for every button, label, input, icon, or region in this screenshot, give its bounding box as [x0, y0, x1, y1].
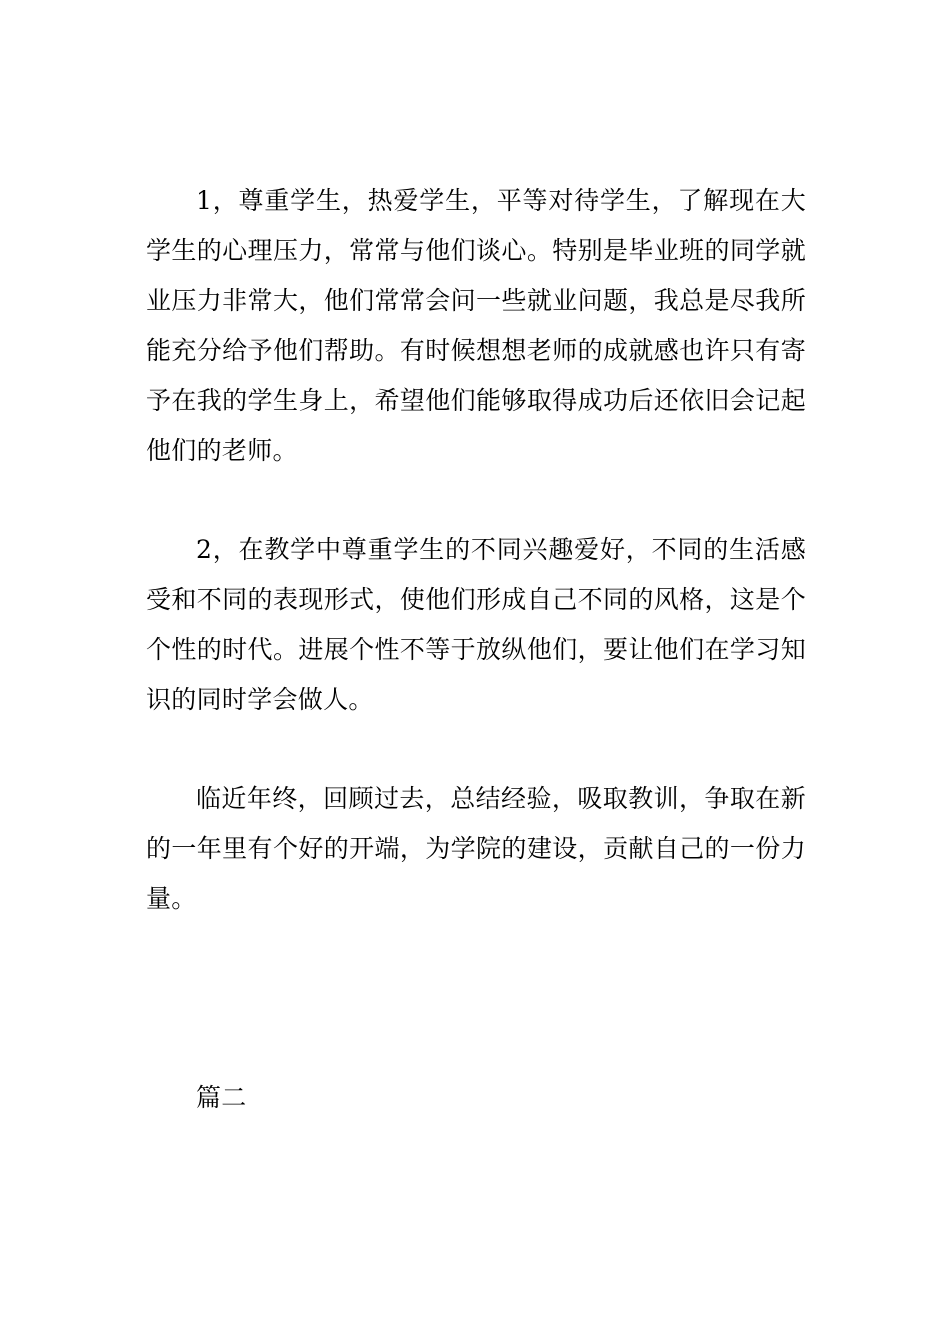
paragraph-respect-students: 1，尊重学生，热爱学生，平等对待学生，了解现在大学生的心理压力，常常与他们谈心。特别是毕业班的同学就业压力非常大，他们常常会问一些就业问题，我总是尽我所能充分给予他们帮助。有时候想想老师的成就感也许只有寄予在我的学生身上，希望他们能够取得成功后还依旧会记起他们的老师。	[146, 186, 806, 465]
paragraph-individuality: 2，在教学中尊重学生的不同兴趣爱好，不同的生活感受和不同的表现形式，使他们形成自己不同的风格，这是个个性的时代。进展个性不等于放纵他们，要让他们在学习知识的同时学会做人。	[146, 535, 806, 714]
paragraph-year-end-summary: 临近年终，回顾过去，总结经验，吸取教训，争取在新的一年里有个好的开端，为学院的建设，贡献自己的一份力量。	[146, 784, 806, 913]
section-heading-part-two: 篇二	[196, 1083, 247, 1112]
